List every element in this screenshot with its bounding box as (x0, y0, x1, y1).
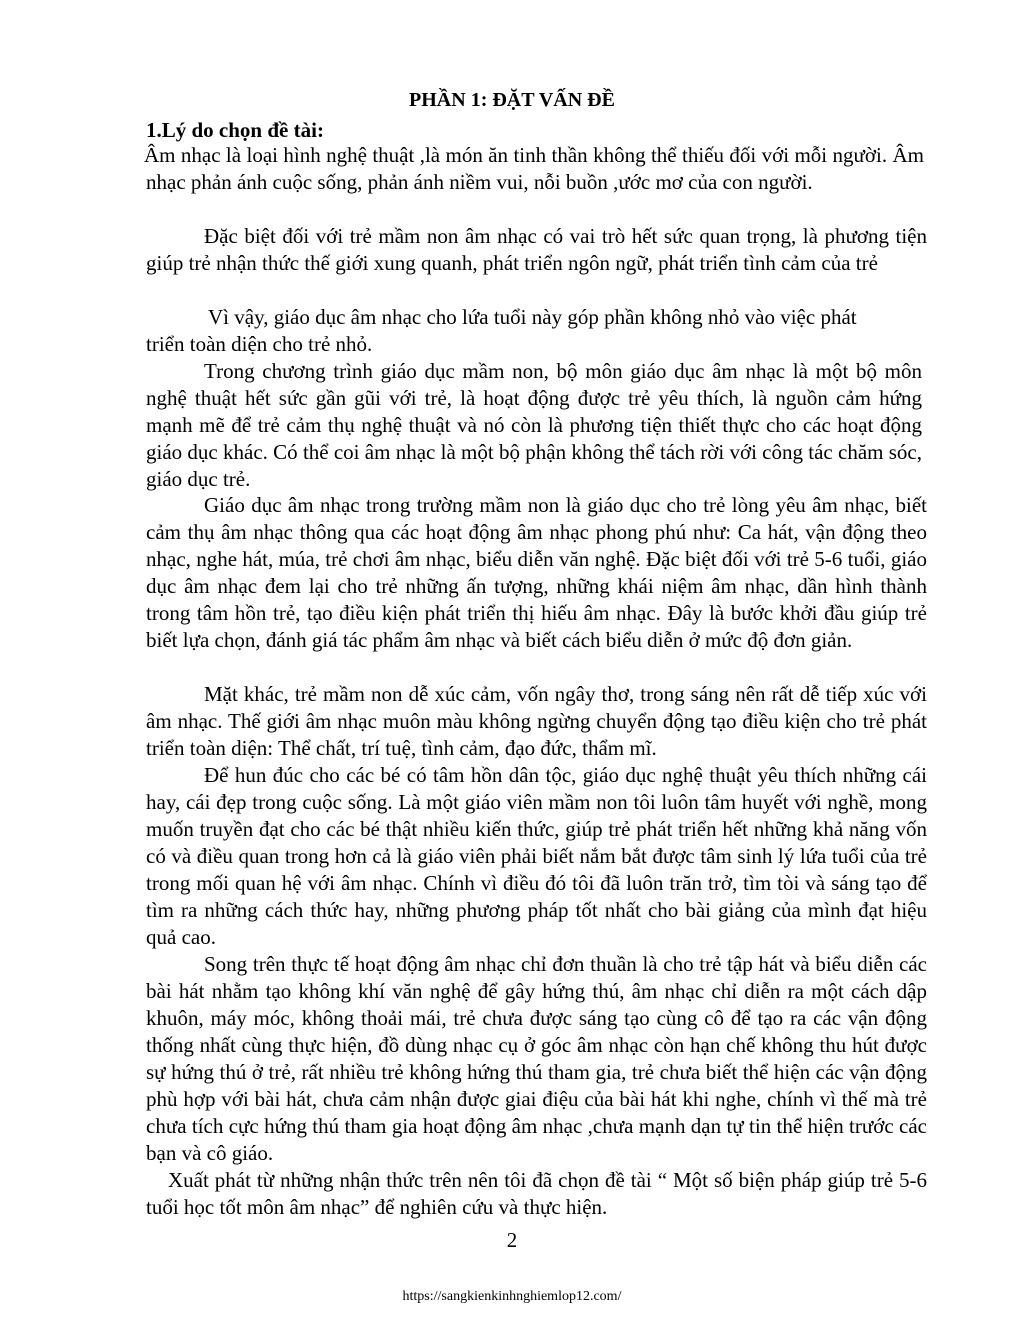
footer-url[interactable]: https://sangkienkinhnghiemlop12.com/ (402, 1289, 622, 1304)
subsection-heading: 1.Lý do chọn đề tài: (146, 118, 324, 142)
paragraph-7: Để hun đúc cho các bé có tâm hồn dân tộc, giáo dục nghệ thuật yêu thích những cái hay, cái đẹp trong cuộc sống. Là một giáo viên mầm non tôi luôn tâm huyết với nghề, mong muốn truyền đạt cho các bé thật nhiều kiến thức, giúp trẻ phát triển hết những khả năng vốn có và điều quan trong hơn cả là giáo viên phải biết nắm bắt được tâm sinh lý lứa tuổi của trẻ trong mối quan hệ với âm nhạc. Chính vì điều đó tôi đã luôn trăn trở, tìm tòi và sáng tạo để tìm ra những cách thức hay, những phương pháp tốt nhất cho bài giảng của mình đạt hiệu quả cao. (146, 763, 927, 949)
page-number: 2 (506, 1228, 518, 1252)
paragraph-2: Đặc biệt đối với trẻ mầm non âm nhạc có vai trò hết sức quan trọng, là phương tiện giúp trẻ nhận thức thế giới xung quanh, phát triển ngôn ngữ, phát triển tình cảm của trẻ (146, 224, 927, 275)
paragraph-3: Vì vậy, giáo dục âm nhạc cho lứa tuổi này góp phần không nhỏ vào việc phát triển toàn diện cho trẻ nhỏ. (146, 305, 857, 356)
section-heading: PHẦN 1: ĐẶT VẤN ĐỀ (409, 89, 615, 111)
paragraph-8: Song trên thực tế hoạt động âm nhạc chỉ đơn thuần là cho trẻ tập hát và biểu diễn các bài hát nhằm tạo không khí văn nghệ để gây hứng thú, âm nhạc chỉ diễn ra một cách dập khuôn, máy móc, không thoải mái, trẻ chưa được sáng tạo cùng cô để tạo ra các vận động thống nhất cùng thực hiện, đồ dùng nhạc cụ ở góc âm nhạc còn hạn chế không thu hút được sự hứng thú ở trẻ, rất nhiều trẻ không hứng thú tham gia, trẻ chưa biết thể hiện các vận động phù hợp với bài hát, chưa cảm nhận được giai điệu của bài hát khi nghe, chính vì thế mà trẻ chưa tích cực hứng thú tham gia hoạt động âm nhạc ,chưa mạnh dạn tự tin thể hiện trước các bạn và cô giáo. (146, 952, 927, 1165)
paragraph-1: Âm nhạc là loại hình nghệ thuật ,là món ăn tinh thần không thể thiếu đối với mỗi người. Âm nhạc phản ánh cuộc sống, phản ánh niềm vui, nỗi buồn ,ước mơ của con người. (144, 143, 924, 194)
paragraph-5: Giáo dục âm nhạc trong trường mầm non là giáo dục cho trẻ lòng yêu âm nhạc, biết cảm thụ âm nhạc thông qua các hoạt động âm nhạc phong phú như: Ca hát, vận động theo nhạc, nghe hát, múa, trẻ chơi âm nhạc, biểu diễn văn nghệ. Đặc biệt đối với trẻ 5-6 tuổi, giáo dục âm nhạc đem lại cho trẻ những ấn tượng, những khái niệm âm nhạc, dần hình thành trong tâm hồn trẻ, tạo điều kiện phát triển thị hiếu âm nhạc. Đây là bước khởi đầu giúp trẻ biết lựa chọn, đánh giá tác phẩm âm nhạc và biết cách biểu diễn ở mức độ đơn giản. (146, 493, 927, 652)
paragraph-9: Xuất phát từ những nhận thức trên nên tôi đã chọn đề tài “ Một số biện pháp giúp trẻ 5-6 tuổi học tốt môn âm nhạc” để nghiên cứu và thực hiện. (146, 1168, 927, 1219)
paragraph-4: Trong chương trình giáo dục mầm non, bộ môn giáo dục âm nhạc là một bộ môn nghệ thuật hết sức gần gũi với trẻ, là hoạt động được trẻ yêu thích, là nguồn cảm hứng mạnh mẽ để trẻ cảm thụ nghệ thuật và nó còn là phương tiện thiết thực cho các hoạt động giáo dục khác. Có thể coi âm nhạc là một bộ phận không thể tách rời với công tác chăm sóc, giáo dục trẻ. (146, 359, 922, 491)
paragraph-6: Mặt khác, trẻ mầm non dễ xúc cảm, vốn ngây thơ, trong sáng nên rất dễ tiếp xúc với âm nhạc. Thế giới âm nhạc muôn màu không ngừng chuyển động tạo điều kiện cho trẻ phát triển toàn diện: Thể chất, trí tuệ, tình cảm, đạo đức, thẩm mĩ. (146, 682, 927, 760)
